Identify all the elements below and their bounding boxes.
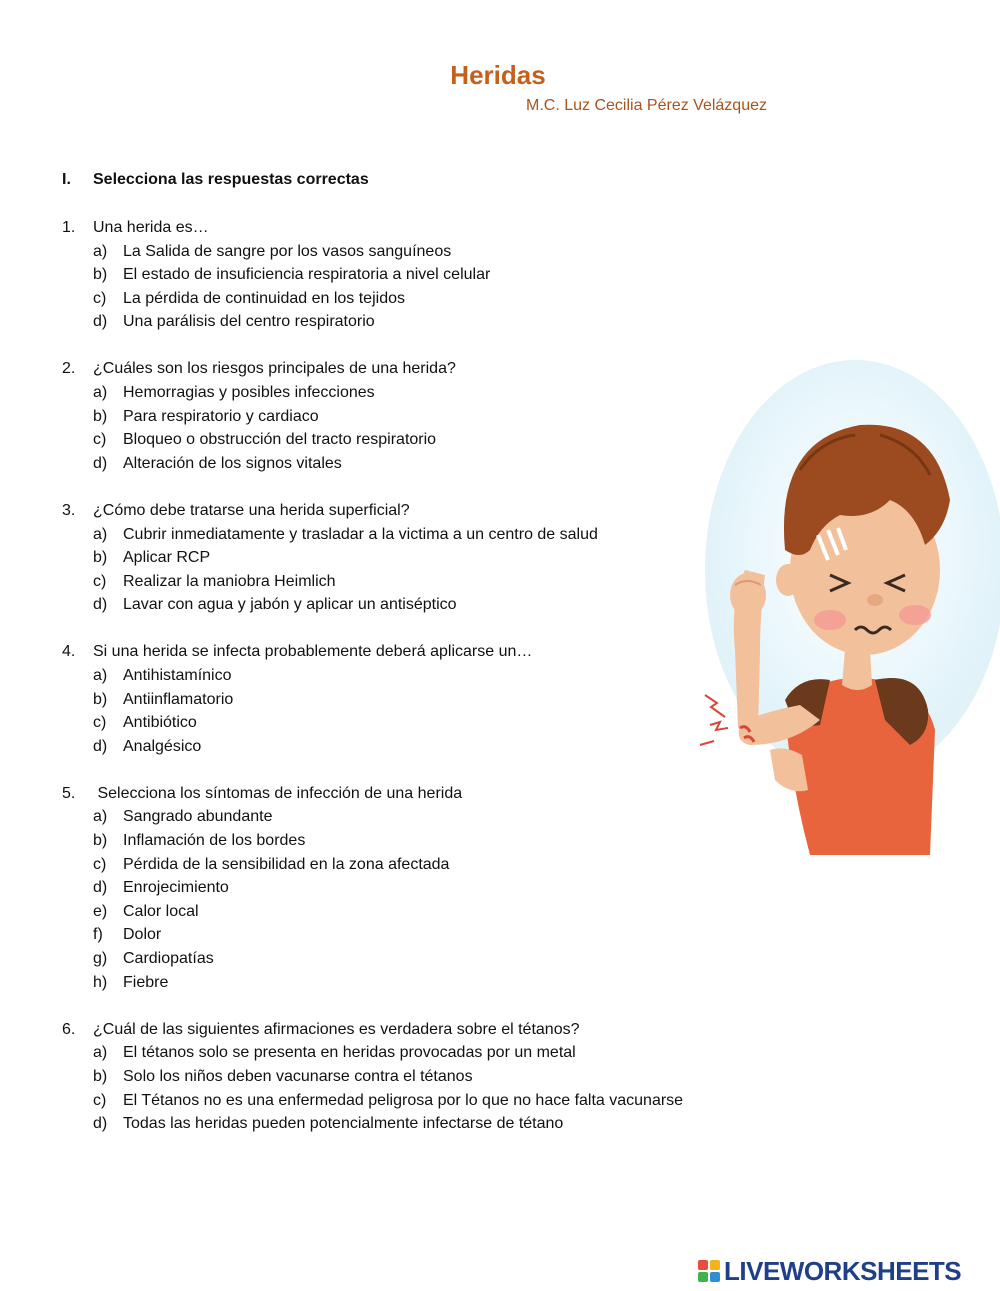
answer-option[interactable] xyxy=(62,1065,722,1089)
option-text: Aplicar RCP xyxy=(123,549,211,567)
option-text: Todas las heridas pueden potencialmente infectarse de tétano xyxy=(123,1115,564,1133)
option-letter: e) xyxy=(93,902,108,920)
option-text: Antibiótico xyxy=(123,714,197,732)
option-text: Realizar la maniobra Heimlich xyxy=(123,572,336,590)
option-letter: a) xyxy=(93,1044,108,1062)
answer-option[interactable] xyxy=(62,570,722,594)
question-text xyxy=(62,1018,722,1042)
option-text: Lavar con agua y jabón y aplicar un antiséptico xyxy=(123,596,457,614)
logo-blocks xyxy=(698,1260,720,1282)
option-letter: c) xyxy=(93,1091,107,1109)
question-number: 5. xyxy=(62,784,76,802)
option-letter: b) xyxy=(93,832,108,850)
answer-option[interactable] xyxy=(62,829,722,853)
option-text: Inflamación de los bordes xyxy=(123,832,306,850)
option-letter: a) xyxy=(93,667,108,684)
logo-block xyxy=(698,1260,708,1270)
option-letter: c) xyxy=(93,431,107,449)
question-item xyxy=(62,499,722,617)
question-number: 1. xyxy=(62,219,76,236)
answer-option[interactable] xyxy=(62,735,722,759)
question-label: ¿Cuáles son los riesgos principales de una herida? xyxy=(93,360,456,378)
logo-block xyxy=(710,1272,720,1282)
question-text xyxy=(62,216,722,240)
question-list xyxy=(62,216,722,1159)
answer-option[interactable] xyxy=(62,1041,722,1065)
option-letter: b) xyxy=(93,549,108,567)
option-text: Dolor xyxy=(123,926,162,944)
answer-option[interactable] xyxy=(62,263,722,287)
section-number: I. xyxy=(62,171,71,188)
question-text xyxy=(62,782,722,806)
option-text: Pérdida de la sensibilidad en la zona afectada xyxy=(123,855,450,873)
answer-option[interactable] xyxy=(62,900,722,924)
answer-option[interactable] xyxy=(62,428,722,452)
option-text: Alteración de los signos vitales xyxy=(123,454,342,472)
option-letter: a) xyxy=(93,525,108,543)
option-text: El estado de insuficiencia respiratoria a nivel celular xyxy=(123,266,491,284)
answer-option[interactable] xyxy=(62,310,722,334)
option-letter: d) xyxy=(93,879,108,897)
option-text: Una parálisis del centro respiratorio xyxy=(123,313,375,331)
question-text xyxy=(62,499,722,523)
question-item xyxy=(62,782,722,994)
option-text: Cardiopatías xyxy=(123,950,214,968)
question-label: ¿Cuál de las siguientes afirmaciones es verdadera sobre el tétanos? xyxy=(93,1020,580,1038)
answer-option[interactable] xyxy=(62,805,722,829)
answer-option[interactable] xyxy=(62,405,722,429)
injured-boy-illustration xyxy=(690,350,1000,870)
option-text: Antiinflamatorio xyxy=(123,690,234,708)
option-letter: d) xyxy=(93,313,108,331)
question-item xyxy=(62,1018,722,1136)
logo-block xyxy=(698,1272,708,1282)
question-label: Si una herida se infecta probablemente deberá aplicarse un… xyxy=(93,643,533,661)
answer-option[interactable] xyxy=(62,971,722,995)
question-text xyxy=(62,640,722,664)
answer-option[interactable] xyxy=(62,923,722,947)
question-label: Una herida es… xyxy=(93,219,209,236)
answer-option[interactable] xyxy=(62,287,722,311)
option-text: Solo los niños deben vacunarse contra el tétanos xyxy=(123,1067,473,1085)
option-text: Calor local xyxy=(123,902,199,920)
page-title: Heridas xyxy=(450,60,546,90)
option-letter: a) xyxy=(93,384,108,402)
answer-option[interactable] xyxy=(62,546,722,570)
answer-option[interactable] xyxy=(62,688,722,712)
option-text: La pérdida de continuidad en los tejidos xyxy=(123,289,405,307)
logo-block xyxy=(710,1260,720,1270)
option-letter: d) xyxy=(93,737,108,755)
option-letter: b) xyxy=(93,407,108,425)
answer-option[interactable] xyxy=(62,381,722,405)
question-number: 6. xyxy=(62,1020,76,1038)
option-text: El Tétanos no es una enfermedad peligrosa por lo que no hace falta vacunarse xyxy=(123,1091,684,1109)
question-text xyxy=(62,357,722,381)
option-letter: c) xyxy=(93,714,107,732)
answer-option[interactable] xyxy=(62,1089,722,1113)
option-text: Enrojecimiento xyxy=(123,879,229,897)
option-letter: c) xyxy=(93,289,107,307)
option-letter: d) xyxy=(93,454,108,472)
option-text: Cubrir inmediatamente y trasladar a la victima a un centro de salud xyxy=(123,525,598,543)
option-text: Sangrado abundante xyxy=(123,808,273,826)
option-text: Para respiratorio y cardiaco xyxy=(123,407,319,425)
option-letter: g) xyxy=(93,950,108,968)
liveworksheets-logo xyxy=(698,1256,961,1286)
option-letter: f) xyxy=(93,926,103,944)
option-letter: b) xyxy=(93,1067,108,1085)
option-text: Analgésico xyxy=(123,737,202,755)
answer-option[interactable] xyxy=(62,593,722,617)
answer-option[interactable] xyxy=(62,876,722,900)
option-letter: c) xyxy=(93,572,107,590)
question-label: ¿Cómo debe tratarse una herida superficial? xyxy=(93,501,410,519)
question-number: 3. xyxy=(62,501,76,519)
option-text: Fiebre xyxy=(123,973,169,991)
answer-option[interactable] xyxy=(62,664,722,688)
option-text: Bloqueo o obstrucción del tracto respiratorio xyxy=(123,431,437,449)
option-letter: b) xyxy=(93,266,108,284)
section-title: Selecciona las respuestas correctas xyxy=(93,171,369,188)
option-text: Hemorragias y posibles infecciones xyxy=(123,384,375,402)
option-letter: d) xyxy=(93,596,108,614)
option-text: Antihistamínico xyxy=(123,667,232,684)
option-letter: h) xyxy=(93,973,108,991)
option-letter: a) xyxy=(93,242,108,260)
author-name: M.C. Luz Cecilia Pérez Velázquez xyxy=(526,97,767,114)
answer-option[interactable] xyxy=(62,947,722,971)
option-text: La Salida de sangre por los vasos sanguíneos xyxy=(123,242,452,260)
option-letter: a) xyxy=(93,808,108,826)
question-label: Selecciona los síntomas de infección de una herida xyxy=(93,784,463,802)
option-letter: d) xyxy=(93,1115,108,1133)
question-number: 2. xyxy=(62,360,76,378)
question-item xyxy=(62,357,722,475)
answer-option[interactable] xyxy=(62,452,722,476)
answer-option[interactable] xyxy=(62,523,722,547)
option-text: El tétanos solo se presenta en heridas provocadas por un metal xyxy=(123,1044,576,1062)
answer-option[interactable] xyxy=(62,240,722,264)
question-item xyxy=(62,640,722,758)
answer-option[interactable] xyxy=(62,1112,722,1136)
logo-text: LIVEWORKSHEETS xyxy=(724,1255,962,1286)
question-number: 4. xyxy=(62,643,76,661)
section-heading xyxy=(62,171,369,189)
answer-option[interactable] xyxy=(62,853,722,877)
option-letter: c) xyxy=(93,855,107,873)
answer-option[interactable] xyxy=(62,711,722,735)
option-letter: b) xyxy=(93,690,108,708)
question-item xyxy=(62,216,722,334)
